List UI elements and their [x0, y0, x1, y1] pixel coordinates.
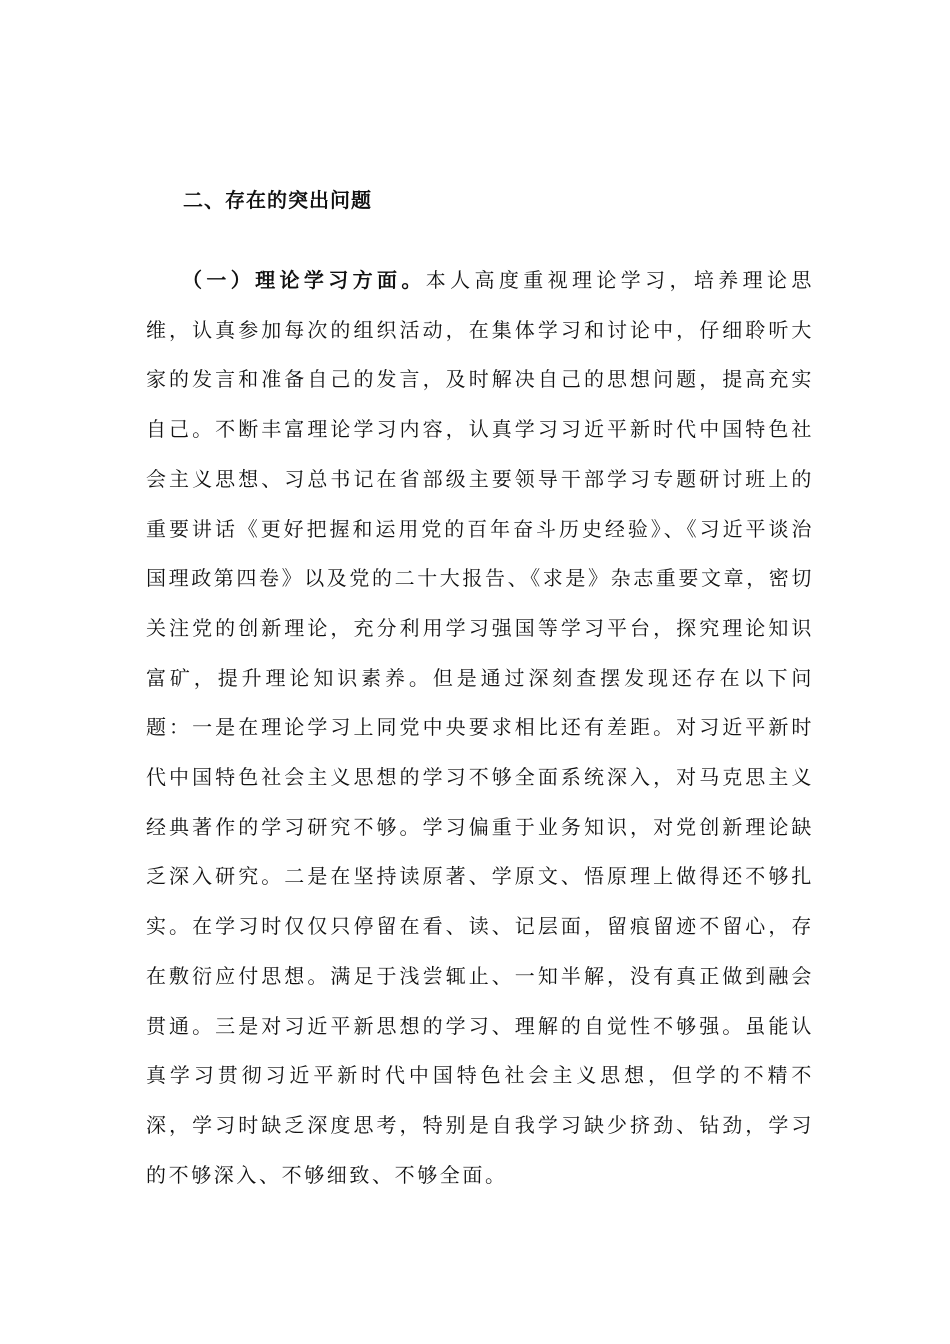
body-paragraph [146, 256, 814, 1200]
paragraph-lead-in: （一）理论学习方面。 [182, 268, 426, 292]
section-heading: 二、存在的突出问题 [183, 188, 372, 212]
paragraph-body: 本人高度重视理论学习，培养理论思维，认真参加每次的组织活动，在集体学习和讨论中，仔细聆听大家的发言和准备自己的发言，及时解决自己的思想问题，提高充实自己。不断丰富理论学习内容，认真学习习近平新时代中国特色社会主义思想、习总书记在省部级主要领导干部学习专题研讨班上的重要讲话《更好把握和运用党的百年奋斗历史经验》、《习近平谈治国理政第四卷》以及党的二十大报告、《求是》杂志重要文章，密切关注党的创新理论，充分利用学习强国等学习平台，探究理论知识富矿，提升理论知识素养。但是通过深刻查摆发现还存在以下问题：一是在理论学习上同党中央要求相比还有差距。对习近平新时代中国特色社会主义思想的学习不够全面系统深入，对马克思主义经典著作的学习研究不够。学习偏重于业务知识，对党创新理论缺乏深入研究。二是在坚持读原著、学原文、悟原理上做得还不够扎实。在学习时仅仅只停留在看、读、记层面，留痕留迹不留心，存在敷衍应付思想。满足于浅尝辄止、一知半解，没有真正做到融会贯通。三是对习近平新思想的学习、理解的自觉性不够强。虽能认真学习贯彻习近平新时代中国特色社会主义思想，但学的不精不深，学习时缺乏深度思考，特别是自我学习缺少挤劲、钻劲，学习的不够深入、不够细致、不够全面。 [146, 268, 814, 1187]
